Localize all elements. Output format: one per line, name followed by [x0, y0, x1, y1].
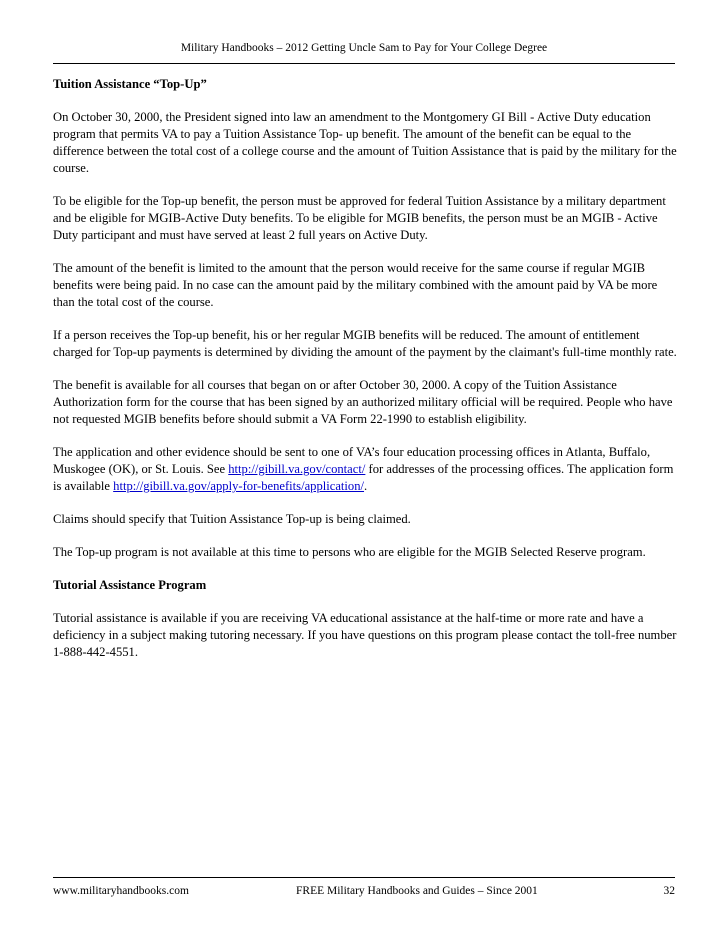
paragraph-application [53, 444, 679, 495]
page-header-title: Military Handbooks – 2012 Getting Uncle Sam to Pay for Your College Degree [180, 42, 548, 54]
application-text-1: The application and other evidence should be sent to one of VA’s four education processing offices in Atlanta, Buffalo, Muskogee (OK), or St. Louis. See [53, 445, 651, 476]
paragraph-entitlement: If a person receives the Top-up benefit, his or her regular MGIB benefits will be reduced. The amount of entitlement charged for Top-up payments is determined by dividing the amount of the payment by the claimant's full-time monthly rate. [53, 328, 677, 359]
paragraph-eligibility: To be eligible for the Top-up benefit, the person must be approved for federal Tuition Assistance by a military department and be eligible for MGIB-Active Duty benefits. To be eligible for MGIB benefits, the person must be an MGIB - Active Duty participant and must have served at least 2 full years on Active Duty. [53, 194, 666, 242]
footer-divider [53, 877, 675, 878]
paragraph-benefit-limit: The amount of the benefit is limited to the amount that the person would receive for the same course if regular MGIB benefits were being paid. In no case can the amount paid by the military combined with the amount paid by VA be more than the total cost of the course. [53, 261, 658, 309]
header-divider [53, 63, 675, 64]
section-heading-tutorial-assistance: Tutorial Assistance Program [53, 578, 207, 592]
section-heading-tuition-top-up: Tuition Assistance “Top-Up” [53, 77, 207, 91]
paragraph-tutorial-assistance: Tutorial assistance is available if you are receiving VA educational assistance at the half-time or more rate and have a deficiency in a subject making tutoring necessary. If you have questions on this program please contact the toll-free number 1-888-442-4551. [53, 611, 677, 659]
paragraph-top-up-intro: On October 30, 2000, the President signed into law an amendment to the Montgomery GI Bill - Active Duty education program that permits VA to pay a Tuition Assistance Top- up benefit. The amount of the benefit can be equal to the difference between the total cost of a college course and the amount of Tuition Assistance that is paid by the military for the course. [53, 110, 677, 175]
contact-link[interactable]: http://gibill.va.gov/contact/ [228, 462, 366, 476]
page-number: 32 [663, 885, 675, 897]
paragraph-availability: The benefit is available for all courses that began on or after October 30, 2000. A copy of the Tuition Assistance Authorization form for the course that has been signed by an authorized military official will be required. People who have not requested MGIB benefits before should submit a VA Form 22-1990 to establish eligibility. [53, 378, 673, 426]
document-body [53, 76, 679, 677]
footer-website: www.militaryhandbooks.com [53, 885, 189, 897]
paragraph-claims: Claims should specify that Tuition Assistance Top-up is being claimed. [53, 512, 411, 526]
paragraph-selected-reserve: The Top-up program is not available at this time to persons who are eligible for the MGIB Selected Reserve program. [53, 545, 646, 559]
application-text-3: . [364, 479, 368, 493]
footer-tagline: FREE Military Handbooks and Guides – Since 2001 [296, 885, 538, 897]
application-form-link[interactable]: http://gibill.va.gov/apply-for-benefits/application/ [113, 479, 365, 493]
application-text-2: for addresses of the processing offices. The application form is available [53, 462, 674, 493]
